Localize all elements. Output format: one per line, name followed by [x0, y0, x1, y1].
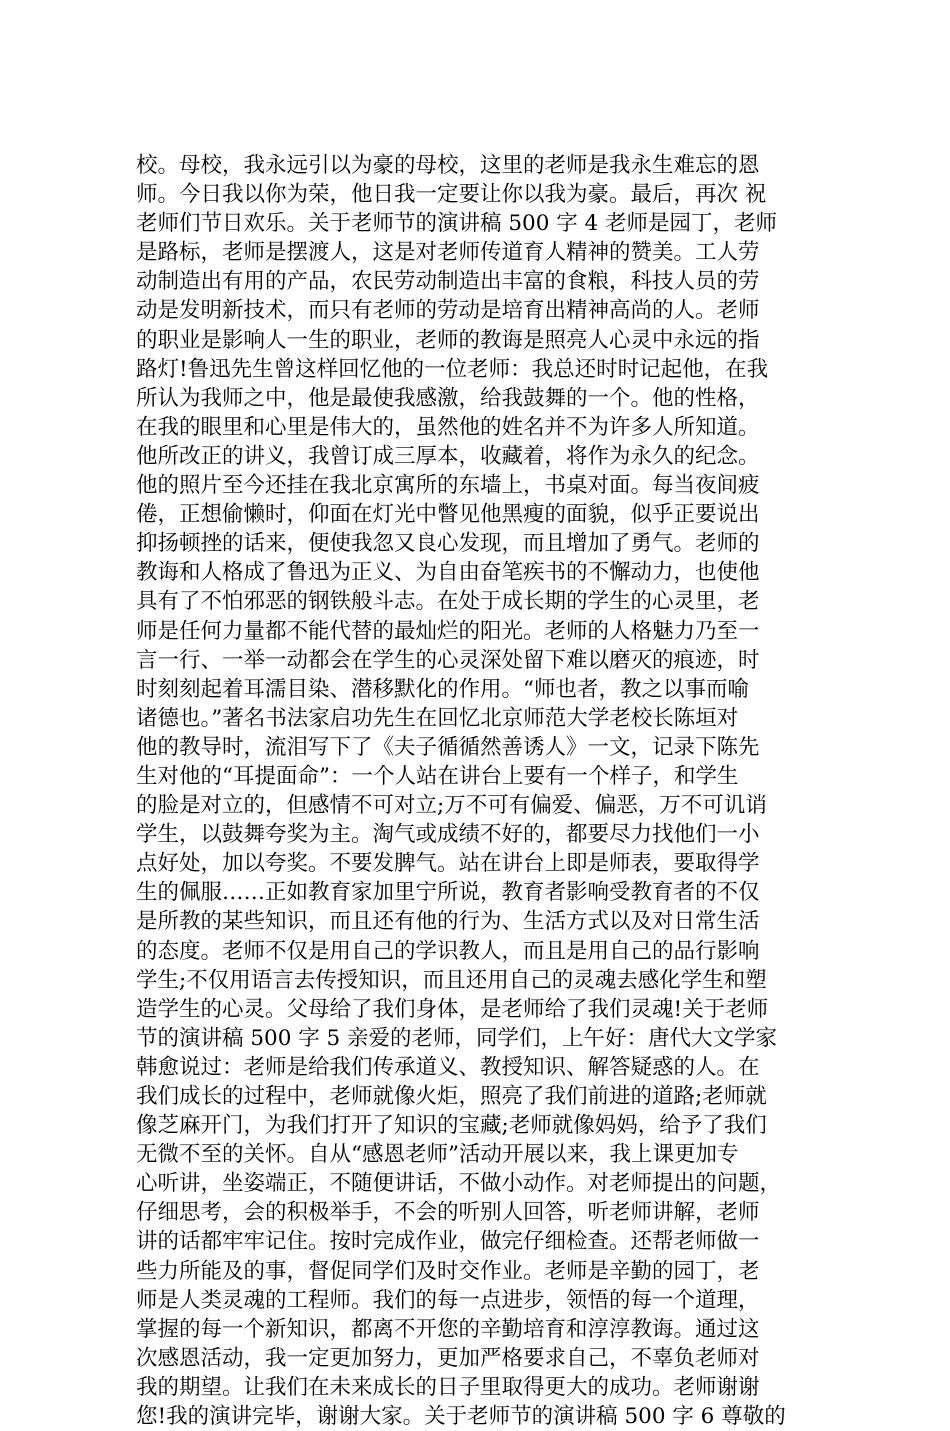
text-line-35: 无微不至的关怀。自从“感恩老师”活动开展以来，我上课更加专 [136, 1142, 739, 1168]
text-line-9: 所认为我师之中，他是最使我感激，给我鼓舞的一个。他的性格， [136, 385, 760, 411]
text-line-13: 倦，正想偷懒时，仰面在灯光中瞥见他黑瘦的面貌，似乎正要说出 [136, 502, 760, 528]
text-line-5: 动制造出有用的产品，农民劳动制造出丰富的食粮，科技人员的劳 [136, 269, 760, 295]
text-line-42: 次感恩活动，我一定更加努力，更加严格要求自己，不辜负老师对 [136, 1345, 760, 1371]
body-text [136, 151, 820, 1431]
text-line-38: 讲的话都牢牢记住。按时完成作业，做完仔细检查。还帮老师做一 [136, 1229, 760, 1255]
text-line-4: 是路标，老师是摆渡人，这是对老师传道育人精神的赞美。工人劳 [136, 240, 760, 266]
text-line-10: 在我的眼里和心里是伟大的，虽然他的姓名并不为许多人所知道。 [136, 414, 760, 440]
text-line-39: 些力所能及的事，督促同学们及时交作业。老师是辛勤的园丁，老 [136, 1258, 760, 1284]
text-line-36: 心听讲，坐姿端正，不随便讲话，不做小动作。对老师提出的问题， [136, 1171, 782, 1197]
text-line-11: 他所改正的讲义，我曾订成三厚本，收藏着，将作为永久的纪念。 [136, 443, 760, 469]
text-line-43: 我的期望。让我们在未来成长的日子里取得更大的成功。老师谢谢 [136, 1374, 760, 1400]
text-line-30: 造学生的心灵。父母给了我们身体，是老师给了我们灵魂!关于老师 [136, 996, 769, 1022]
text-line-6: 动是发明新技术，而只有老师的劳动是培育出精神高尚的人。老师 [136, 298, 760, 324]
text-line-21: 他的教导时，流泪写下了《夫子循循然善诱人》一文，记录下陈先 [136, 734, 760, 760]
text-line-25: 点好处，加以夸奖。不要发脾气。站在讲台上即是师表，要取得学 [136, 851, 760, 877]
text-line-19: 时刻刻起着耳濡目染、潜移默化的作用。“师也者，教之以事而喻 [136, 676, 749, 702]
text-line-41: 掌握的每一个新知识，都离不开您的辛勤培育和淳淳教诲。通过这 [136, 1316, 760, 1342]
text-line-20: 诸德也。”著名书法家启功先生在回忆北京师范大学老校长陈垣对 [136, 705, 739, 731]
text-line-29: 学生;不仅用语言去传授知识，而且还用自己的灵魂去感化学生和塑 [136, 967, 767, 993]
text-line-8: 路灯!鲁迅先生曾这样回忆他的一位老师：我总还时时记起他，在我 [136, 356, 769, 382]
text-line-7: 的职业是影响人一生的职业，老师的教诲是照亮人心灵中永远的指 [136, 327, 760, 353]
text-line-12: 他的照片至今还挂在我北京寓所的东墙上，书桌对面。每当夜间疲 [136, 473, 760, 499]
text-line-24: 学生，以鼓舞夸奖为主。淘气或成绩不好的，都要尽力找他们一小 [136, 822, 760, 848]
text-line-3: 老师们节日欢乐。关于老师节的演讲稿 500 字 4 老师是园丁，老师 [136, 211, 778, 237]
text-line-1: 校。母校，我永远引以为豪的母校，这里的老师是我永生难忘的恩 [136, 153, 760, 178]
text-line-26: 生的佩服……正如教育家加里宁所说，教育者影响受教育者的不仅 [136, 880, 760, 906]
text-line-15: 教诲和人格成了鲁迅为正义、为自由奋笔疾书的不懈动力，也使他 [136, 560, 760, 586]
text-line-28: 的态度。老师不仅是用自己的学识教人，而且是用自己的品行影响 [136, 938, 760, 964]
text-line-16: 具有了不怕邪恶的钢铁般斗志。在处于成长期的学生的心灵里，老 [136, 589, 760, 615]
text-line-32: 韩愈说过：老师是给我们传承道义、教授知识、解答疑惑的人。在 [136, 1054, 760, 1080]
text-line-37: 仔细思考，会的积极举手，不会的听别人回答，听老师讲解，老师 [136, 1200, 760, 1226]
text-line-40: 师是人类灵魂的工程师。我们的每一点进步，领悟的每一个道理， [136, 1287, 760, 1313]
text-line-17: 师是任何力量都不能代替的最灿烂的阳光。老师的人格魅力乃至一 [136, 618, 760, 644]
text-line-34: 像芝麻开门，为我们打开了知识的宝藏;老师就像妈妈，给予了我们 [136, 1113, 767, 1139]
text-line-27: 是所教的某些知识，而且还有他的行为、生活方式以及对日常生活 [136, 909, 760, 935]
text-line-23: 的脸是对立的，但感情不可对立;万不可有偏爱、偏恶，万不可讥诮 [136, 793, 767, 819]
text-line-44: 您!我的演讲完毕，谢谢大家。关于老师节的演讲稿 500 字 6 尊敬的 [136, 1404, 786, 1430]
text-line-2: 师。今日我以你为荣，他日我一定要让你以我为豪。最后，再次 祝 [136, 182, 767, 208]
text-line-18: 言一行、一举一动都会在学生的心灵深处留下难以磨灭的痕迹，时 [136, 647, 760, 673]
text-line-22: 生对他的“耳提面命”：一个人站在讲台上要有一个样子，和学生 [136, 763, 739, 789]
text-line-14: 抑扬顿挫的话来，便使我忽又良心发现，而且增加了勇气。老师的 [136, 531, 760, 557]
text-line-33: 我们成长的过程中，老师就像火炬，照亮了我们前进的道路;老师就 [136, 1084, 767, 1109]
text-line-31: 节的演讲稿 500 字 5 亲爱的老师，同学们，上午好：唐代大文学家 [136, 1025, 778, 1051]
